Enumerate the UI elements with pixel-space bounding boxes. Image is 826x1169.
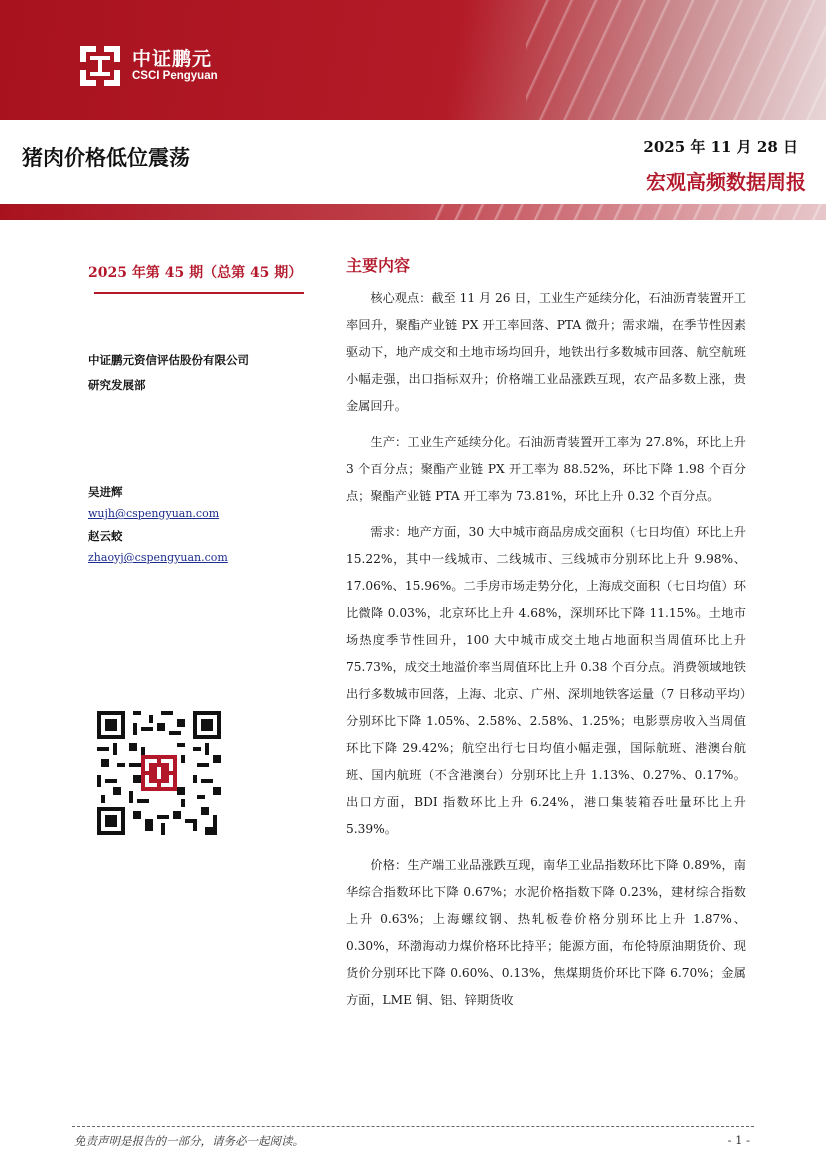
author-email-link[interactable]: wujh@cspengyuan.com: [88, 507, 220, 520]
department-name: 研究发展部: [88, 378, 146, 392]
footer-disclaimer: 免责声明是报告的一部分，请务必一起阅读。: [74, 1134, 304, 1148]
decorative-band: [0, 204, 826, 220]
paragraph-price: 价格：生产端工业品涨跌互现，南华工业品指数环比下降 0.89%，南华综合指数环比下降 0.67%；水泥价格指数下降 0.23%，建材综合指数上升 0.63%；上海螺纹钢、热轧板卷价格分别环比上升 1.87%、0.30%，环渤海动力煤价格环比持平；能源方面，布伦特原油期货价、现货价分别环比下降 0.60%、0.13%，焦煤期货价环比下降 6.70%；金属方面，LME 铜、铝、锌期货收: [346, 858, 746, 1007]
brand-name-en: CSCI Pengyuan: [132, 70, 218, 82]
band-decoration: [426, 204, 826, 220]
company-logo-icon: [76, 42, 124, 90]
report-series: 宏观高频数据周报: [646, 170, 806, 194]
banner-decoration: [526, 0, 826, 120]
paragraph-production: 生产：工业生产延续分化。石油沥青装置开工率为 27.8%，环比上升 3 个百分点；聚酯产业链 PX 开工率为 88.52%，环比下降 1.98 个百分点；聚酯产业链 PTA 开工率为 73.81%，环比上升 0.32 个百分点。: [346, 435, 746, 503]
author-email-link[interactable]: zhaoyj@cspengyuan.com: [88, 551, 228, 564]
qr-code-icon: [97, 711, 221, 835]
report-date: 2025 年 11 月 28 日: [643, 138, 798, 156]
page-number: - 1 -: [727, 1133, 750, 1147]
author-name: 赵云蛟: [88, 529, 123, 543]
section-title: 主要内容: [346, 256, 411, 275]
issue-number: 2025 年第 45 期（总第 45 期）: [88, 265, 303, 281]
paragraph-demand: 需求：地产方面，30 大中城市商品房成交面积（七日均值）环比上升 15.22%，其中一线城市、二线城市、三线城市分别环比上升 9.98%、17.06%、15.96%。二手房市场走势分化，上海成交面积（七日均值）环比微降 0.03%，北京环比上升 4.68%，深圳环比下降 11.15%。土地市场热度季节性回升，100 大中城市成交土地占地面积当周值环比上升 75.73%，成交土地溢价率当周值环比上升 0.38 个百分点。消费领域地铁出行多数城市回落，上海、北京、广州、深圳地铁客运量（7 日移动平均）分别环比下降 1.05%、2.58%、2.58%、1.25%；电影票房收入当周值环比下降 29.42%；航空出行七日均值小幅走强，国际航班、港澳台航班、国内航班（不含港澳台）分别环比上升 1.13%、0.27%、0.17%。出口方面，BDI 指数环比上升 6.24%，港口集装箱吞吐量环比上升 5.39%。: [346, 525, 746, 836]
issue-divider: [94, 292, 304, 294]
header-banner: [0, 0, 826, 120]
paragraph-core-view: 核心观点：截至 11 月 26 日，工业生产延续分化，石油沥青装置开工率回升，聚酯产业链 PX 开工率回落、PTA 微升；需求端，在季节性因素驱动下，地产成交和土地市场均回升，地铁出行多数城市回落、航空航班小幅走强，出口指标双升；价格端工业品涨跌互现，农产品多数上涨，贵金属回升。: [346, 291, 746, 413]
main-content: [346, 285, 746, 1023]
footer-divider: [72, 1126, 754, 1127]
author-name: 吴进辉: [88, 485, 123, 499]
company-name: 中证鹏元资信评估股份有限公司: [88, 353, 249, 367]
report-title: 猪肉价格低位震荡: [22, 146, 190, 170]
brand-name-cn: 中证鹏元: [132, 48, 213, 70]
